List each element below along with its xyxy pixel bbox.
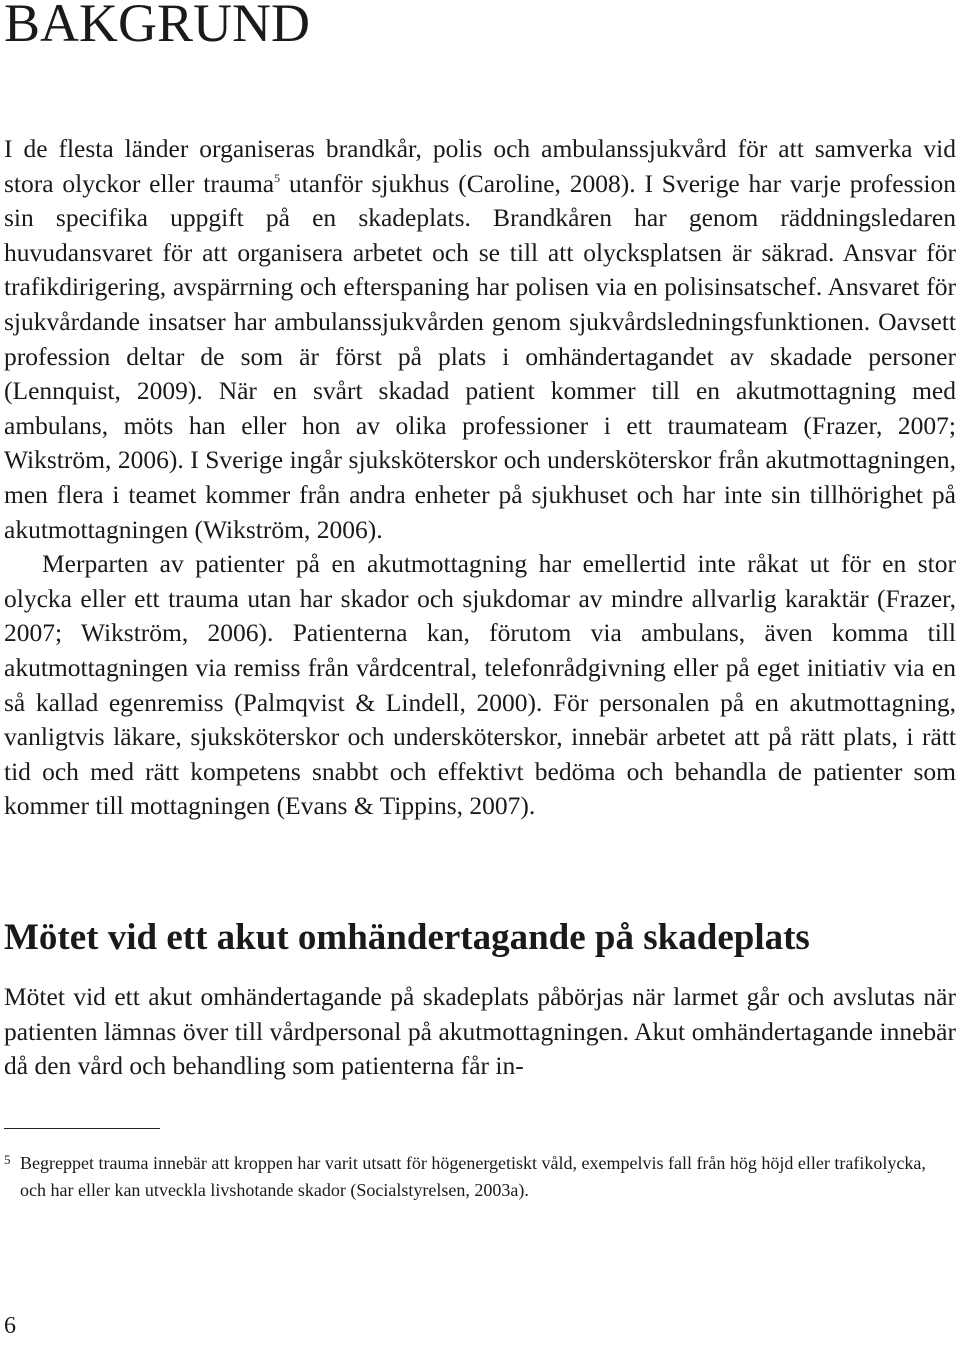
section-body-text [4,980,956,1084]
footnote-divider [4,1128,160,1129]
section-paragraph: Mötet vid ett akut omhändertagande på skadeplats påbörjas när larmet går och avslutas när patienten lämnas över till vårdpersonal på akutmottagningen. Akut omhändertagande innebär då den vård och behandling som patienterna får in- [4,982,956,1081]
footnote-text: Begreppet trauma innebär att kroppen har varit utsatt för högenergetiskt våld, exempelvis fall från hög höjd eller trafikolycka, och har eller kan utveckla livshotande skador (Socialstyrelsen, 2003a). [20,1153,926,1200]
footnote [4,1150,944,1204]
page-number: 6 [4,1313,16,1339]
paragraph-2: Merparten av patienter på en akutmottagning har emellertid inte råkat ut för en stor olycka eller ett trauma utan har skador och sjukdomar av mindre allvarlig karaktär (Frazer, 2007; Wikström, 2006). Patienterna kan, förutom via ambulans, även komma till akutmottagningen via remiss från vårdcentral, telefonrådgivning eller på eget initiativ via en så kallad egenremiss (Palmqvist & Lindell, 2000). För personalen på en akutmottagning, vanligtvis läkare, sjuksköterskor och undersköterskor, innebär arbetet att på rätt plats, i rätt tid och med rätt kompetens snabbt och effektivt bedöma och behandla de patienter som kommer till mottagningen (Evans & Tippins, 2007). [4,549,956,821]
paragraph-1-part-b: utanför sjukhus (Caroline, 2008). I Sverige har varje profession sin specifika uppgift på en skadeplats. Brandkåren har genom räddningsledaren huvudansvaret för att organisera arbetet och se till att olycksplatsen är säkrad. Ansvar för trafikdirigering, avspärrning och efterspaning har polisen via en polisinsatschef. Ansvaret för sjukvårdande insatser har ambulanssjukvården genom sjukvårdsledningsfunktionen. Oavsett profession deltar de som är först på plats i omhändertagandet av skadade personer (Lennquist, 2009). När en svårt skadad patient kommer till en akutmottagning med ambulans, möts han eller hon av olika professioner i ett traumateam (Frazer, 2007; Wikström, 2006). I Sverige ingår sjuksköterskor och undersköterskor från akutmottagningen, men flera i teamet kommer från andra enheter på sjukhuset och har inte sin tillhörighet på akutmottagningen (Wikström, 2006). [4,168,956,544]
paragraph-1-part-a: I de flesta länder organiseras brandkår, polis och ambulanssjukvård för att samverka vid stora olyckor eller trauma [4,134,956,198]
document-page [4,0,956,1346]
paragraph-1 [4,132,956,547]
section-heading: Mötet vid ett akut omhändertagande på skadeplats [4,917,810,958]
footnote-reference[interactable]: 5 [274,170,281,185]
body-text [4,132,956,824]
footnote-number: 5 [4,1152,11,1167]
chapter-heading: BAKGRUND [4,0,311,53]
